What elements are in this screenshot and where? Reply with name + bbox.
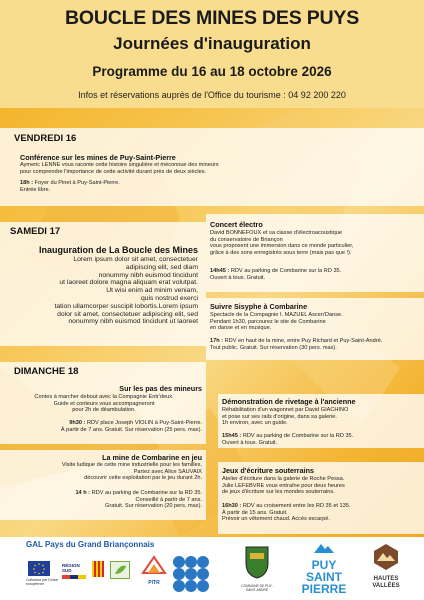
friday-day-heading: VENDREDI 16 — [14, 133, 77, 144]
poster-dates: Programme du 16 au 18 octobre 2026 — [92, 64, 332, 79]
mine-title: La mine de Combarine en jeu — [102, 453, 202, 462]
ecriture-practical: 16h30 : RDV au croisement entre les RD 35 et 135. À partir de 15 ans. Gratuit. Prévoir un vêtement chaud. Accès escarpé. — [222, 503, 351, 523]
rivetage-title: Démonstration de rivetage à l'ancienne — [222, 397, 356, 406]
sisyphe-desc: Spectacle de la Compagnie I. MAZUEL Ascen'Danse. Pendant 1h30, parcourez le site de Combarine en danse et en musique. — [210, 312, 343, 332]
puy-label-3: PIERRE — [301, 582, 347, 596]
mine-practical: 14 h : RDV au parking de Combarine sur la RD 35. Conseillé à partir de 7 ans. Gratuit. Sur réservation (20 pers. max). — [75, 490, 202, 510]
partner-icons-grid — [172, 555, 210, 593]
hautes-vallees-emblem-icon — [372, 543, 400, 571]
concert-title: Concert électro — [210, 220, 263, 229]
crest-icon — [244, 545, 270, 579]
hautes-vallees-logo — [366, 543, 406, 597]
pas-title: Sur les pas des mineurs — [119, 384, 202, 393]
friday-event-title: Conférence sur les mines de Puy-Saint-Pierre — [20, 153, 176, 162]
eu-caption: Cofinancé par l'Union européenne — [26, 578, 59, 586]
pitr-label: PITR — [148, 580, 160, 586]
commune-crest-logo — [240, 545, 274, 597]
circle-icons — [172, 555, 210, 593]
hv-label-2: VALLÉES — [372, 583, 400, 589]
pitr-logo — [140, 553, 168, 586]
rivetage-practical: 15h45 : RDV au parking de Combarine sur la RD 35. Ouvert à tous. Gratuit. — [222, 433, 354, 446]
poster-subtitle: Journées d'inauguration — [113, 34, 311, 53]
saturday-event-title: Inauguration de La Boucle des Mines — [38, 245, 198, 255]
poster-header — [0, 0, 424, 108]
friday-event-practical: 18h : Foyer du Pinet à Puy-Saint-Pierre. Entrée libre. — [20, 180, 120, 193]
mountain-icon — [313, 542, 335, 554]
region-sud-logo — [62, 563, 88, 579]
puy-label-1: PUY — [311, 558, 337, 572]
commune-label: COMMUNE DE PUY-SAINT-ANDRÉ — [241, 584, 273, 592]
hv-label-1: HAUTES — [373, 576, 399, 582]
mine-desc: Visite ludique de cette mine industrielle pour les familles. Partez avec Alice SAUVAIX découvrir cette exploitation par le jeu durant 2h. — [61, 462, 202, 482]
puy-label-2: SAINT — [306, 570, 342, 584]
ecriture-title: Jeux d'écriture souterrains — [222, 466, 314, 475]
puy-saint-pierre-logo — [296, 541, 352, 599]
concert-desc: David BONNEFOUX et sa classe d'électroacoustique du conservatoire de Briançon vous proposent une immersion dans ce monde particulier, grâce à des sons enregistrés sous terre (mais pas que !). — [210, 230, 354, 256]
pitr-mark-icon — [140, 553, 168, 575]
saturday-event-desc: Lorem ipsum dolor sit amet, consectetuer adipiscing elit, sed diam nonummy nibh euismod tincidunt ut laoreet dolore magna aliquam erat volutpat. Ut wisi enim ad minim veniam, quis nostrud exerci tation ullamcorper suscipit lobortis.Lorem ipsum dolor sit amet, consectetuer adipiscing elit, sed nonummy nibh euismod tincidunt ut laoreet — [54, 256, 198, 326]
pas-practical: 9h30 : RDV place Joseph VIOLIN à Puy-Saint-Pierre. À partir de 7 ans. Gratuit. Sur réservation (25 pers. max). — [60, 420, 202, 433]
poster-title: BOUCLE DES MINES DES PUYS — [64, 7, 360, 29]
sunday-day-heading: DIMANCHE 18 — [14, 366, 79, 377]
provence-flag-logo — [92, 561, 104, 577]
leaf-icon — [111, 562, 129, 578]
region-sud-label: RÉGION SUD — [62, 563, 80, 573]
stars-icon — [28, 561, 50, 576]
pas-desc: Contes à marcher debout avec la Compagnie Entr'deux. Guide et conteurs vous accompagneront pour 2h de déambulation. — [34, 394, 174, 414]
sisyphe-practical: 17h : RDV en haut de la mine, entre Puy Richard et Puy-Saint-André. Tout public. Gratuit. Sur réservation (30 pers. max). — [210, 338, 383, 351]
saturday-day-heading: SAMEDI 17 — [10, 226, 61, 237]
poster-info: Infos et réservations auprès de l'Office du tourisme : 04 92 200 220 — [78, 90, 346, 100]
friday-event-desc: Aymeric LENNE vous raconte cette histoire singulière et méconnue des mineurs pour comprendre l'importance de cette activité durant près de deux siècles. — [20, 162, 219, 175]
sisyphe-title: Suivre Sisyphe à Combarine — [210, 302, 308, 311]
ecriture-desc: Atelier d'écriture dans la galerie de Roche Pessa. Julie LEFEBVRE vous entraîne pour deux heures de jeux d'écriture sur les mondes souterrains. — [222, 476, 345, 496]
region-sud-bar — [62, 575, 86, 579]
gal-label: GAL Pays du Grand Briançonnais — [26, 540, 155, 549]
footer-logos — [0, 537, 424, 600]
green-leaf-logo — [110, 561, 130, 579]
concert-practical: 14h45 : RDV au parking de Combarine sur la RD 35. Ouvert à tous. Gratuit. — [210, 268, 342, 281]
eu-flag-logo — [28, 561, 50, 576]
rivetage-desc: Réhabilitation d'un wagonnet par David GIACHINO et pose sur ses rails d'origine, dans sa galerie. 1h environ, avec un guide. — [222, 407, 349, 427]
